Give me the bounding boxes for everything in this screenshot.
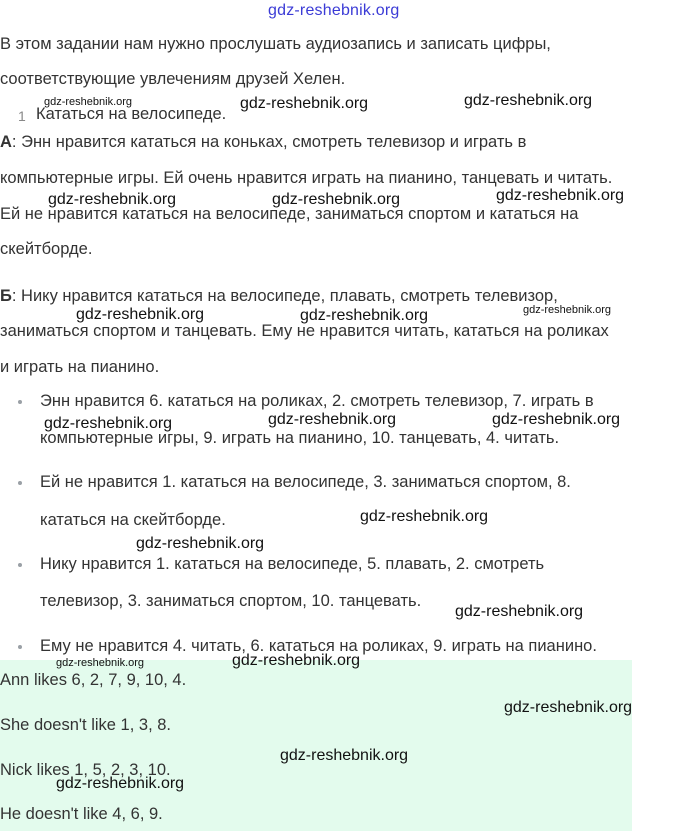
watermark-text: gdz-reshebnik.org xyxy=(464,92,593,109)
watermark-text: gdz-reshebnik.org xyxy=(455,603,584,620)
answer-line-3: Nick likes 1, 5, 2, 3, 10. xyxy=(0,761,171,779)
watermark-text: gdz-reshebnik.org xyxy=(496,187,625,204)
watermark-text: gdz-reshebnik.org xyxy=(268,411,397,428)
bullet-dot xyxy=(18,481,22,485)
intro-line-2: соответствующие увлечениям друзей Хелен. xyxy=(0,70,346,88)
watermark-text: gdz-reshebnik.org xyxy=(136,535,265,552)
para-a-line-4: скейтборде. xyxy=(0,240,93,258)
watermark-text: gdz-reshebnik.org xyxy=(76,306,205,323)
watermark-text: gdz-reshebnik.org xyxy=(523,304,612,316)
answer-line-4: He doesn't like 4, 6, 9. xyxy=(0,805,163,823)
watermark-text: gdz-reshebnik.org xyxy=(360,508,489,525)
intro-line-1: В этом задании нам нужно прослушать аудиозапись и записать цифры, xyxy=(0,35,551,53)
bullet-dot xyxy=(18,400,22,404)
para-a-line-2: компьютерные игры. Ей очень нравится играть на пианино, танцевать и читать. xyxy=(0,169,613,187)
para-b-line-2: заниматься спортом и танцевать. Ему не нравится читать, кататься на роликах xyxy=(0,322,609,340)
bullet-2-line-1: Ей не нравится 1. кататься на велосипеде, 3. заниматься спортом, 8. xyxy=(40,473,571,491)
watermark-text: gdz-reshebnik.org xyxy=(300,307,429,324)
watermark-text: gdz-reshebnik.org xyxy=(56,657,145,669)
bullet-3-line-1: Нику нравится 1. кататься на велосипеде, 5. плавать, 2. смотреть xyxy=(40,555,545,573)
answer-line-2: She doesn't like 1, 3, 8. xyxy=(0,716,172,734)
bullet-1-line-1: Энн нравится 6. кататься на роликах, 2. смотреть телевизор, 7. играть в xyxy=(40,392,594,410)
bullet-2-line-2: кататься на скейтборде. xyxy=(40,511,226,529)
bullet-1-line-2: компьютерные игры, 9. играть на пианино, 10. танцевать, 4. читать. xyxy=(40,429,560,447)
para-a-label: А xyxy=(0,133,12,151)
watermark-text: gdz-reshebnik.org xyxy=(44,415,173,432)
watermark-text: gdz-reshebnik.org xyxy=(48,191,177,208)
watermark-text: gdz-reshebnik.org xyxy=(492,411,621,428)
para-b-line-1: Б: Нику нравится кататься на велосипеде, плавать, смотреть телевизор, xyxy=(0,287,558,305)
numbered-item-text: Кататься на велосипеде. xyxy=(36,105,227,123)
watermark-text: gdz-reshebnik.org xyxy=(272,191,401,208)
bullet-3-line-2: телевизор, 3. заниматься спортом, 10. танцевать. xyxy=(40,592,422,610)
watermark-text: gdz-reshebnik.org xyxy=(44,96,133,108)
bullet-dot xyxy=(18,563,22,567)
watermark-text: gdz-reshebnik.org xyxy=(268,2,400,19)
para-b-line-3: и играть на пианино. xyxy=(0,358,160,376)
bullet-4-line-1: Ему не нравится 4. читать, 6. кататься на роликах, 9. играть на пианино. xyxy=(40,637,597,655)
para-a-line-3: Ей не нравится кататься на велосипеде, заниматься спортом и кататься на xyxy=(0,205,579,223)
list-number: 1 xyxy=(18,108,26,124)
watermark-text: gdz-reshebnik.org xyxy=(504,699,633,716)
para-a-line-1: А: Энн нравится кататься на коньках, смотреть телевизор и играть в xyxy=(0,133,527,151)
watermark-text: gdz-reshebnik.org xyxy=(56,775,185,792)
bullet-dot xyxy=(18,645,22,649)
watermark-text: gdz-reshebnik.org xyxy=(240,95,369,112)
answer-line-1: Ann likes 6, 2, 7, 9, 10, 4. xyxy=(0,671,187,689)
watermark-text: gdz-reshebnik.org xyxy=(232,652,361,669)
para-b-label: Б xyxy=(0,287,12,305)
watermark-text: gdz-reshebnik.org xyxy=(280,747,409,764)
